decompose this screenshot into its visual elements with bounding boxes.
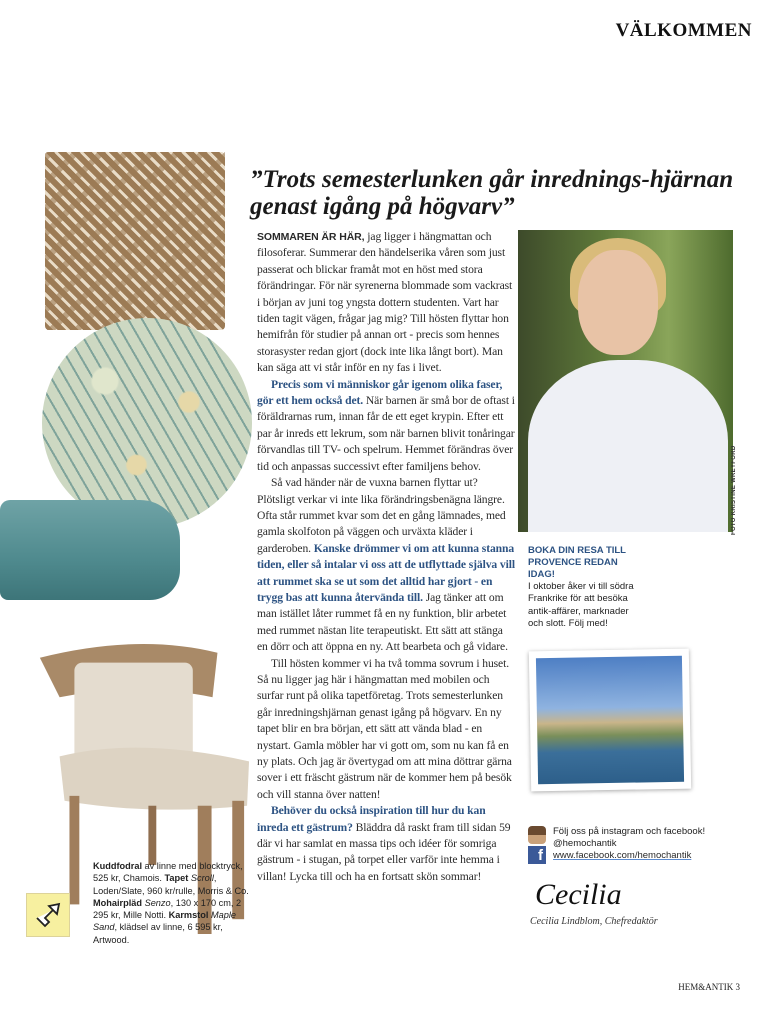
promo-title: BOKA DIN RESA TILL PROVENCE REDAN IDAG! [528,545,626,580]
editor-portrait-photo [518,230,733,532]
paragraph-2 [257,377,515,475]
instagram-icon[interactable] [528,826,546,844]
social-text: Följ oss på instagram och facebook! [553,826,706,837]
highlight: Precis som vi människor går igenom olika faser, gör ett hem också det. [257,377,503,408]
headline: ”Trots semesterlunken går inrednings-hjärnan genast igång på högvarv” [250,166,734,220]
wallpaper-swatch-image [42,318,252,528]
signature: Cecilia [535,878,622,911]
caption-bold: Mohairpläd [93,897,143,908]
paragraph-3 [257,475,515,655]
caption-text: , klädsel av linne, 6 595 kr, Artwood. [93,922,223,945]
highlight: Behöver du också inspiration till hur du kan inreda ett gästrum? [257,804,486,834]
facebook-link[interactable]: www.facebook.com/hemochantik [553,850,692,861]
photo-credit: FOTO KRISTINE WREYFORD [731,445,737,535]
paragraph-1 [257,229,515,377]
text: Bläddra då raskt fram till sidan 59 där vi har samlat en massa tips och idéer för somriga gästrum - i stugan, på torpet eller varför inte hemma i villan! Lycka till och ha en fortsatt skön sommar! [257,820,511,883]
arrow-icon [26,893,70,937]
paragraph-5 [257,803,515,885]
text: Så vad händer när de vuxna barnen flyttar ut? Plötsligt verkar vi inte lika förändringsbenägna längre. Ofta står rummet kvar som det en gång lämnades, med gamla skolfoton på väggen och urväxta kläder i garderoben. [257,476,506,555]
facebook-icon[interactable]: f [528,846,546,864]
section-title: VÄLKOMMEN [615,20,752,41]
highlight: Kanske drömmer vi om att kunna stanna tiden, eller så intalar vi oss att de utflyttade själva vill att rummet ska se ut som det alltid har gjort - en trygg bas att kunna återvända till. [257,541,515,604]
instagram-handle[interactable]: @hemochantik [553,838,617,849]
caption-italic: Senzo [142,897,171,908]
text: Jag tänker att om man istället låter rummet få en ny funktion, blir arbetet med rummet nästan lite terapeutiskt. Ett sätt att stänga en dörr och att öppna en ny. Att bearbeta och gå vidare. [257,590,508,654]
mohair-blanket-image [0,500,180,600]
caption-bold: Tapet [164,873,189,884]
caption-bold: Kuddfodral [93,861,142,871]
social-links [528,826,705,862]
lead-in: SOMMAREN ÄR HÄR, [257,231,365,243]
editorial-body [257,229,515,885]
cushion-image [45,152,225,330]
text: Till hösten kommer vi ha två tomma sovrum i huset. Så nu ligger jag här i hängmattan med mobilen och surfar runt på olika tapetföretag. Trots semesterlunken går inredningshjärnan genast igång på högvarv. En ny tapet blir en bra början, ett sätt att vända blad - en nystart. Gamla möbler har vi gott om, som nu kan få en ny plats. Och jag är övertygad om att mina döttrar gärna sover i ett fräscht gästrum när de kommer hem på besök och vill stanna över natten! [257,656,512,801]
caption-text: , 130 x 170 cm, 2 295 kr, Mille Notti. [93,897,242,921]
caption-bold: Karmstol [168,910,209,921]
paragraph-4 [257,656,515,804]
caption-text: , Loden/Slate, 960 kr/rulle, Morris & Co. [93,873,249,896]
text: jag ligger i hängmattan och filosoferar. Summerar den händelserika våren som just passerat och blickar framåt mot en höst med stora förändringar. För när syrenerna blommade som vackrast i början av juni tog yngsta dottern studenten. Vart har tiden tagit vägen, frågar jag mig? Till hösten flyttar hon hemifrån för studier på annan ort - precis som hennes storasyster redan gjort (dock inte lika långt bort). Man kan säga att vi står inför en ny fas i livet. [257,230,513,375]
signature-name: Cecilia Lindblom, Chefredaktör [530,916,658,927]
text: När barnen är små bor de oftast i föräldrarnas rum, innan får de ett eget krypin. Efter ett par år inreds ett lekrum, som när barnen blivit tonåringar förvandlas till TV- och spelrum. Hemmet förändras över tid och anpassas successivt efter familjens behov. [257,394,515,473]
caption-text: av linne med blocktryck, 525 kr, Chamois. [93,861,243,884]
provence-trip-promo [528,545,643,630]
page-footer: HEM&ANTIK 3 [678,982,740,992]
avignon-bridge-photo [529,649,691,792]
promo-text: I oktober åker vi till södra Frankrike för att besöka antik-affärer, marknader och slott. Följ med! [528,581,634,629]
caption-italic: Maple Sand [93,910,236,933]
caption-italic: Scroll [188,873,214,884]
product-caption [93,860,253,946]
